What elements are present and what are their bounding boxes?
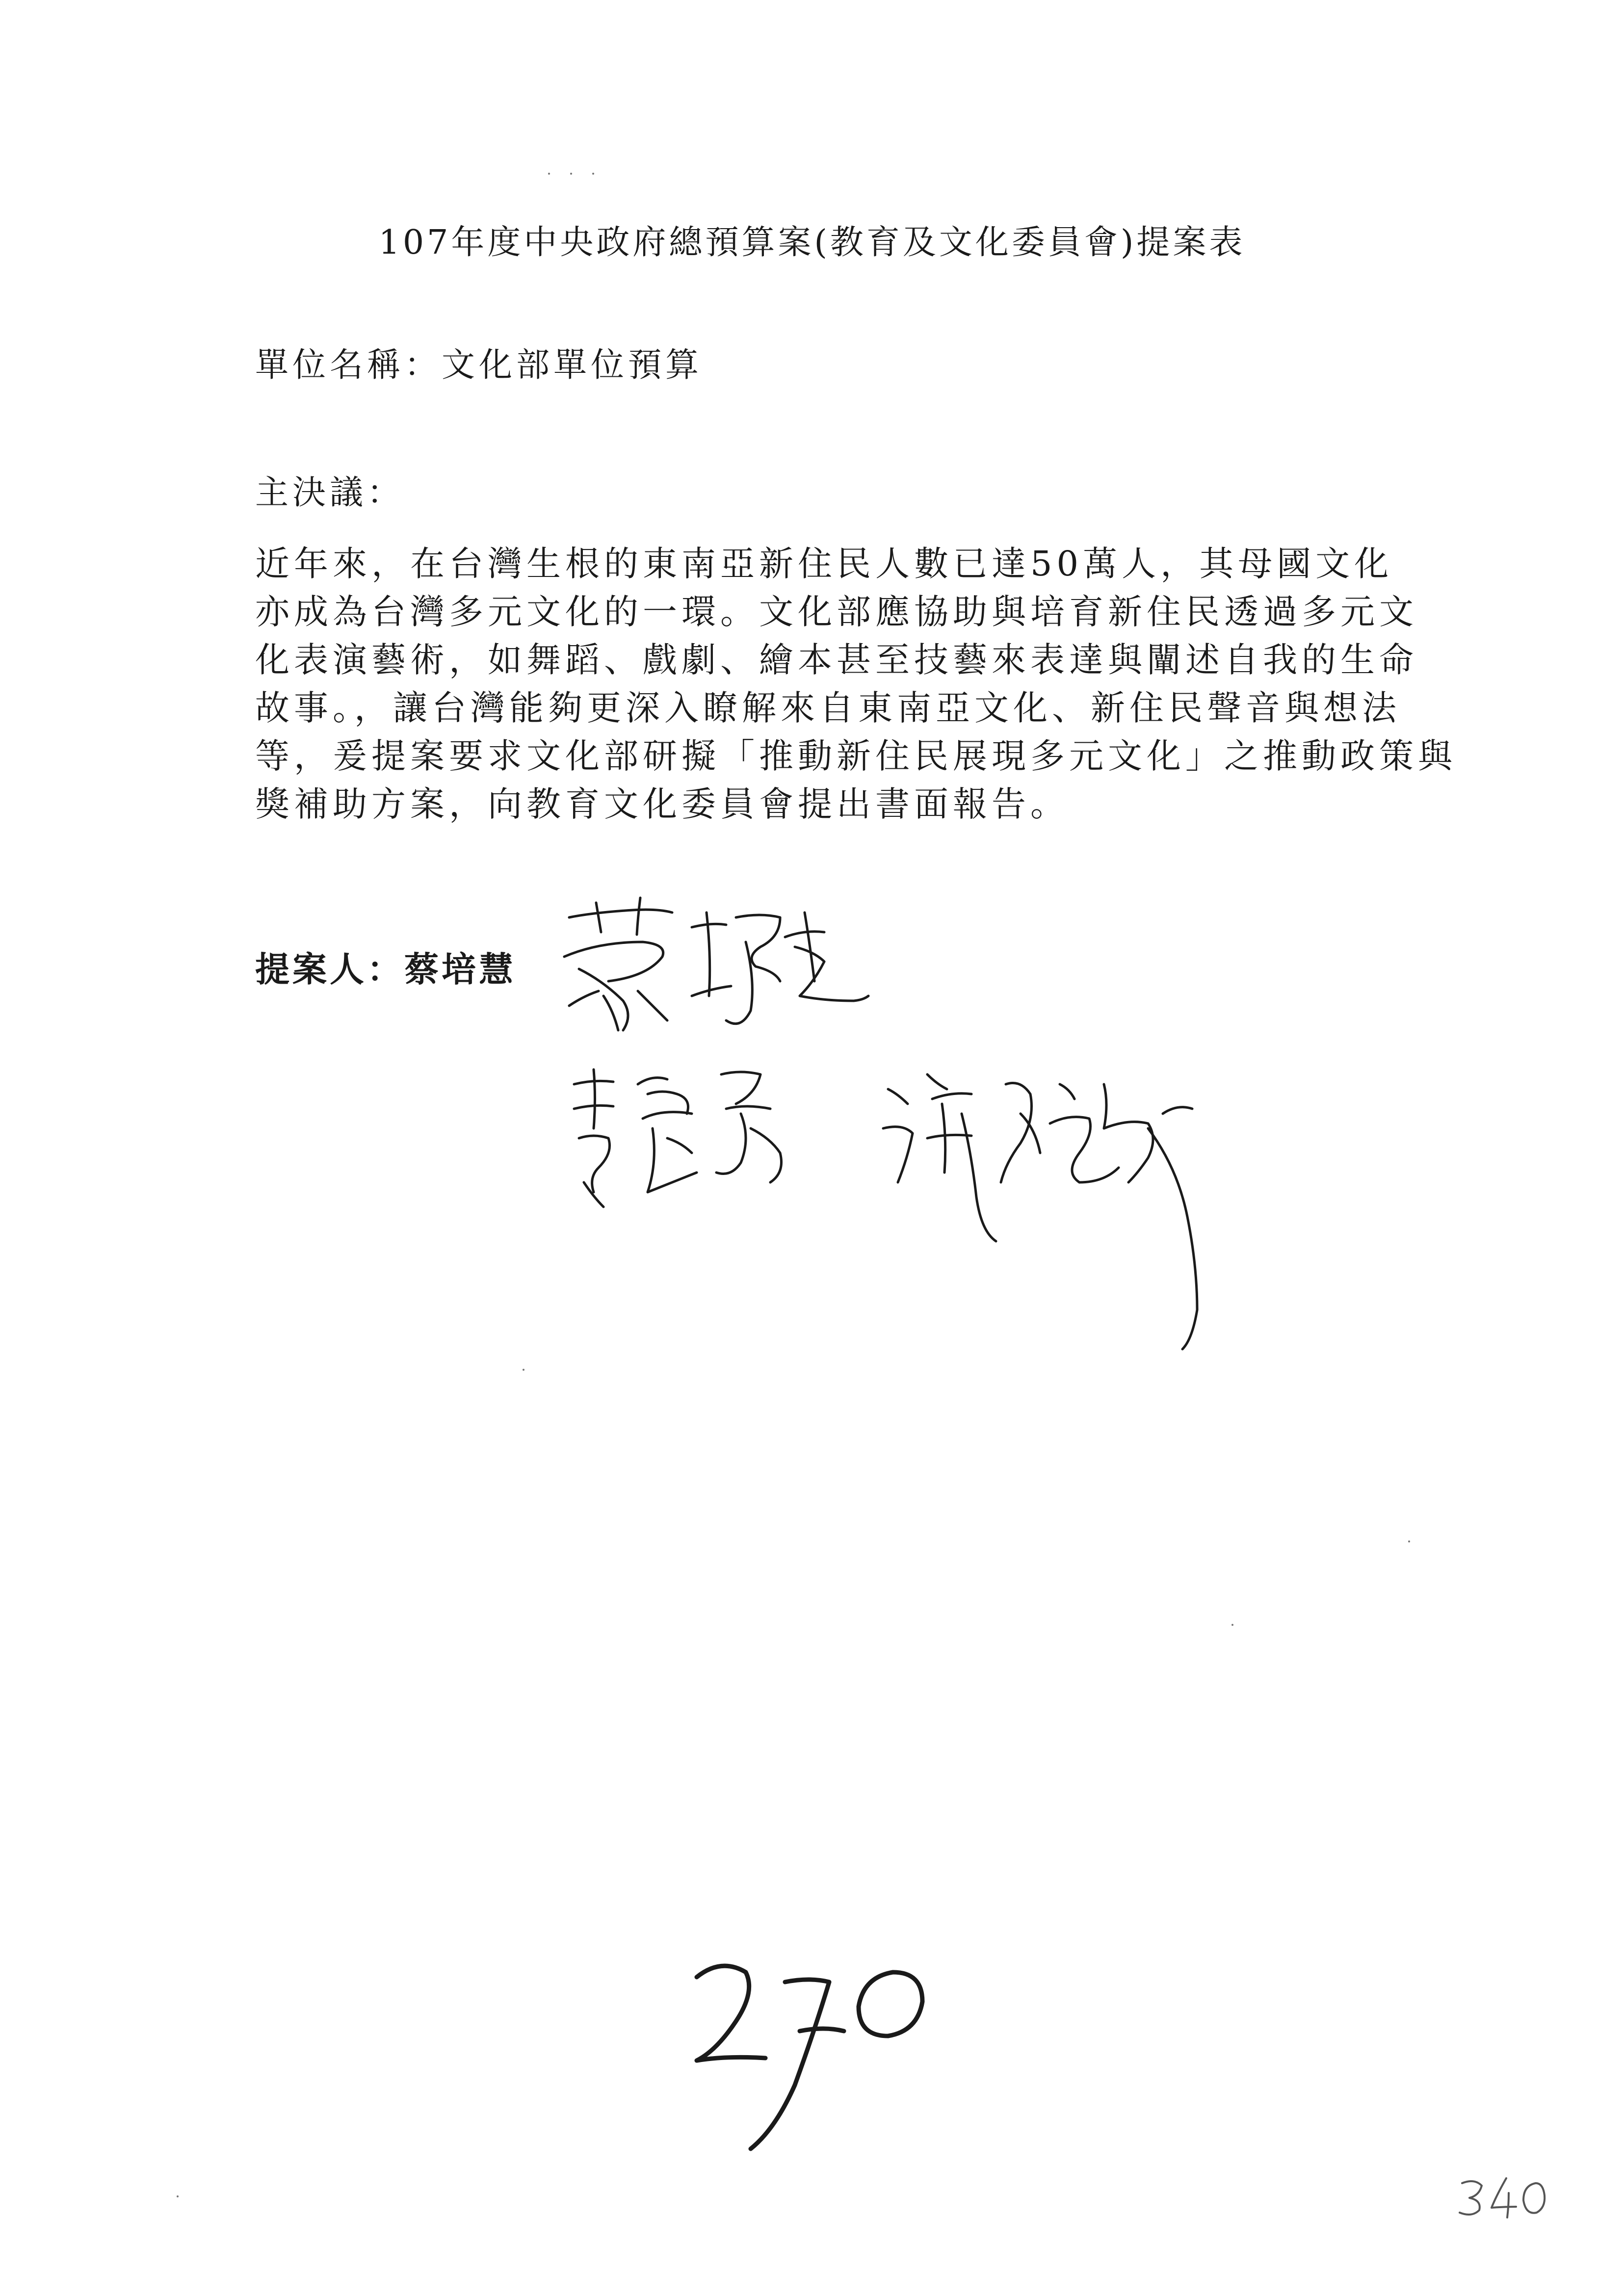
scan-speck <box>548 173 550 175</box>
scan-speck <box>570 173 572 175</box>
body-line: 等，爰提案要求文化部研擬「推動新住民展現多元文化」之推動政策與 <box>255 736 1457 776</box>
scan-speck <box>177 2195 179 2197</box>
document-title: 107年度中央政府總預算案(教育及文化委員會)提案表 <box>378 223 1246 262</box>
body-line: 獎補助方案，向教育文化委員會提出書面報告。 <box>255 784 1069 824</box>
corner-page-number <box>1452 2168 1550 2222</box>
body-line: 故事。，讓台灣能夠更深入瞭解來自東南亞文化、新住民聲音與想法 <box>255 688 1401 728</box>
signature-3 <box>873 1055 1227 1359</box>
body-line: 化表演藝術，如舞蹈、戲劇、繪本甚至技藝來表達與闡述自我的生命 <box>255 640 1418 680</box>
signature-1 <box>550 883 873 1045</box>
unit-name-line: 單位名稱：文化部單位預算 <box>255 346 703 385</box>
scan-speck <box>1231 1624 1233 1626</box>
resolution-heading: 主決議： <box>255 473 405 512</box>
scan-speck <box>592 173 594 175</box>
scan-speck <box>1408 1540 1410 1542</box>
signature-2 <box>564 1055 839 1217</box>
handwritten-page-number <box>677 1943 971 2159</box>
body-line: 近年來，在台灣生根的東南亞新住民人數已達50萬人，其母國文化 <box>255 544 1393 584</box>
scan-speck <box>523 1369 524 1371</box>
body-line: 亦成為台灣多元文化的一環。文化部應協助與培育新住民透過多元文 <box>255 592 1418 632</box>
resolution-body <box>255 540 1457 828</box>
proposer-label: 提案人：蔡培慧 <box>255 949 516 990</box>
